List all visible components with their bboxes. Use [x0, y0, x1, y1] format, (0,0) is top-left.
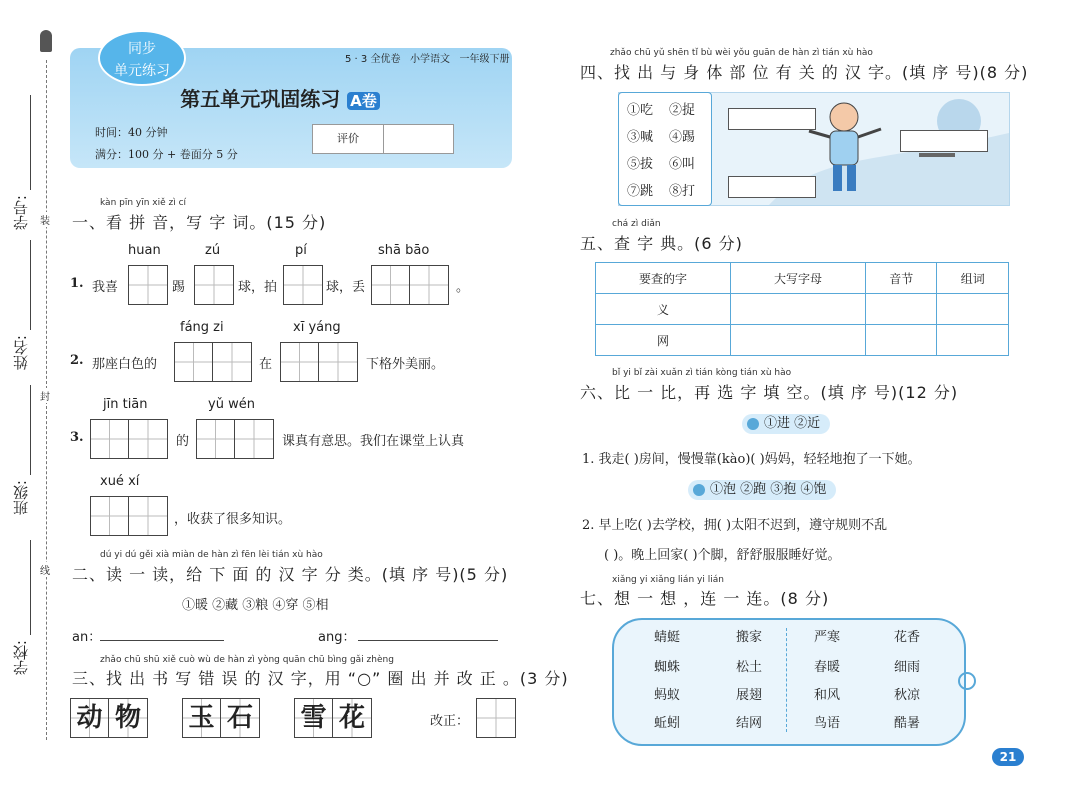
dict-row-2-syllable[interactable] [866, 325, 937, 356]
q1-grid-2[interactable] [194, 265, 234, 305]
s4-answer-box-1[interactable] [728, 108, 816, 130]
s2-pinyin: dú yi dú gěi xià miàn de hàn zì fēn lèi tián xù hào [100, 550, 323, 560]
q2-py-1: fáng zi [180, 320, 224, 335]
s5-heading: 五、查 字 典。(6 分) [580, 234, 743, 253]
s2-heading: 二、读 一 读，给 下 面 的 汉 字 分 类。(填 序 号)(5 分) [72, 565, 509, 584]
q3-py-2: yǔ wén [208, 397, 255, 412]
title-text: 第五单元巩固练习 [180, 87, 341, 111]
s7-c2-2[interactable]: 松土 [736, 660, 763, 675]
q3-text-3: ，收获了很多知识。 [174, 512, 292, 527]
q1-text-2: 踢 [172, 280, 186, 295]
s5-pinyin: chá zì diǎn [612, 219, 661, 229]
s3-word-2[interactable] [182, 698, 260, 738]
q1-py-1: huan [128, 243, 161, 258]
ribbon-icon [958, 672, 976, 690]
s3-word-1-char-1[interactable]: 动 [71, 699, 109, 737]
name-label: 姓名: [12, 335, 30, 371]
dict-row-1-letter[interactable] [731, 294, 866, 325]
dictionary-table [595, 262, 1009, 356]
page-title [150, 83, 410, 112]
s7-c3-2[interactable]: 春暖 [814, 660, 841, 675]
s3-word-2-char-2[interactable]: 石 [221, 699, 259, 737]
badge-line-1: 同步 [128, 41, 156, 57]
q1-grid-3[interactable] [283, 265, 323, 305]
badge-line-2: 单元练习 [114, 63, 170, 79]
q1-text-5: 。 [456, 280, 470, 295]
s4-opt-5: ⑤拔 [627, 157, 654, 172]
q2-number: 2. [70, 353, 84, 368]
subject-name: 小学语文 [410, 54, 450, 65]
q2-text-2: 在 [259, 357, 273, 372]
matching-divider [786, 628, 787, 732]
q1-grid-1[interactable] [128, 265, 168, 305]
s7-c1-1[interactable]: 蜻蜓 [654, 630, 681, 645]
s7-c4-4[interactable]: 酷暑 [894, 716, 921, 731]
class-label: 班级: [12, 480, 30, 516]
school-line [30, 540, 31, 635]
q1-py-4: shā bāo [378, 243, 430, 258]
s6-options-1 [742, 414, 830, 434]
q1-number: 1. [70, 276, 84, 291]
s7-c4-2[interactable]: 细雨 [894, 660, 921, 675]
s6-q2a: 2. 早上吃( )去学校，拥( )太阳不迟到，遵守规则不乱 [582, 518, 888, 533]
time-info: 时间：40 分钟 [95, 126, 168, 139]
s2-an-line[interactable] [100, 640, 224, 641]
q1-grid-4[interactable] [371, 265, 449, 305]
s7-c3-3[interactable]: 和风 [814, 688, 841, 703]
s3-word-3[interactable] [294, 698, 372, 738]
s6-options-1-text: ①进 ②近 [764, 416, 821, 431]
s4-answer-box-3[interactable] [728, 176, 816, 198]
evaluation-label: 评价 [313, 125, 384, 153]
dict-header-word: 组词 [937, 263, 1009, 294]
student-id-line [30, 95, 31, 190]
s7-c2-3[interactable]: 展翅 [736, 688, 763, 703]
q2-text-1: 那座白色的 [92, 357, 158, 372]
dict-row-1-word[interactable] [937, 294, 1009, 325]
s2-options: ①暖 ②藏 ③粮 ④穿 ⑤相 [182, 598, 329, 613]
q2-grid-2[interactable] [280, 342, 358, 382]
s7-c3-4[interactable]: 鸟语 [814, 716, 841, 731]
dict-row-2-letter[interactable] [731, 325, 866, 356]
q3-py-1: jīn tiān [103, 397, 148, 412]
s3-word-3-char-2[interactable]: 花 [333, 699, 371, 737]
page-number: 21 [992, 748, 1024, 766]
s7-c1-2[interactable]: 蜘蛛 [654, 660, 681, 675]
q1-text-3: 球，拍 [238, 280, 278, 295]
series-line [345, 50, 510, 65]
s3-word-3-char-1[interactable]: 雪 [295, 699, 333, 737]
binding-char-3: 线 [40, 562, 50, 577]
s4-opt-3: ③喊 [627, 130, 654, 145]
s6-q1: 1. 我走( )房间，慢慢靠(kào)( )妈妈，轻轻地抱了一下她。 [582, 452, 921, 467]
school-label: 学校: [12, 640, 30, 676]
s2-ang-line[interactable] [358, 640, 498, 641]
class-line [30, 385, 31, 475]
q3-text-1: 的 [176, 434, 190, 449]
q3-number: 3. [70, 430, 84, 445]
s4-opt-4: ④踢 [669, 130, 696, 145]
s3-word-1-char-2[interactable]: 物 [109, 699, 147, 737]
bubble-icon [747, 418, 759, 430]
s4-opt-1: ①吃 [627, 103, 654, 118]
q3-grid-3[interactable] [90, 496, 168, 536]
s3-word-2-char-1[interactable]: 玉 [183, 699, 221, 737]
s1-heading: 一、看 拼 音，写 字 词。(15 分) [72, 213, 327, 232]
name-line [30, 240, 31, 330]
s3-fix-label: 改正： [430, 714, 470, 729]
s6-options-2-text: ①泡 ②跑 ③抱 ④饱 [710, 482, 827, 497]
binding-char-2: 封 [40, 388, 50, 403]
title-tag: A卷 [347, 92, 380, 110]
q3-grid-1[interactable] [90, 419, 168, 459]
q3-grid-2[interactable] [196, 419, 274, 459]
s7-c1-4[interactable]: 蚯蚓 [654, 716, 681, 731]
dict-row-1-syllable[interactable] [866, 294, 937, 325]
dict-row-2-word[interactable] [937, 325, 1009, 356]
score-info: 满分：100 分 + 卷面分 5 分 [95, 148, 238, 161]
grade-name: 一年级下册 [459, 54, 510, 65]
s6-pinyin: bǐ yi bǐ zài xuǎn zì tián kòng tián xù hào [612, 368, 792, 378]
s7-c1-3[interactable]: 蚂蚁 [654, 688, 681, 703]
evaluation-box [312, 124, 454, 154]
q1-py-2: zú [205, 243, 221, 258]
q3-py-3: xué xí [100, 474, 140, 489]
q1-text-1: 我喜 [92, 280, 119, 295]
s6-options-2 [688, 480, 836, 500]
dict-row-1-char: 义 [596, 294, 731, 325]
q3-text-2: 课真有意思。我们在课堂上认真 [282, 434, 465, 449]
q2-py-2: xī yáng [293, 320, 341, 335]
s7-c2-1[interactable]: 搬家 [736, 630, 763, 645]
s2-ang-label: ang： [318, 630, 356, 645]
s2-an-label: an： [72, 630, 102, 645]
bubble-icon [693, 484, 705, 496]
s7-c4-3[interactable]: 秋凉 [894, 688, 921, 703]
s3-word-1[interactable] [70, 698, 148, 738]
s7-c4-1[interactable]: 花香 [894, 630, 921, 645]
s1-pinyin: kàn pīn yīn xiě zì cí [100, 198, 187, 208]
s3-fix-grid[interactable] [476, 698, 516, 738]
q2-text-3: 下格外美丽。 [366, 357, 445, 372]
s7-pinyin: xiǎng yi xiǎng lián yi lián [612, 575, 724, 585]
q2-grid-1[interactable] [174, 342, 252, 382]
s4-heading: 四、找 出 与 身 体 部 位 有 关 的 汉 字。(填 序 号)(8 分) [580, 63, 1029, 82]
s4-opt-2: ②捉 [669, 103, 696, 118]
q1-text-4: 球，丢 [326, 280, 366, 295]
dict-header-letter: 大写字母 [731, 263, 866, 294]
s4-pinyin: zhǎo chū yǔ shēn tǐ bù wèi yǒu guān de hàn zì tián xù hào [610, 48, 873, 58]
s4-opt-8: ⑧打 [669, 184, 696, 199]
binding-char-1: 装 [40, 212, 50, 227]
s6-heading: 六、比 一 比，再 选 字 填 空。(填 序 号)(12 分) [580, 383, 959, 402]
s3-pinyin: zhǎo chū shū xiě cuò wù de hàn zì yòng quān chū bìng gǎi zhèng [100, 655, 394, 665]
s4-opt-7: ⑦跳 [627, 184, 654, 199]
rocket-icon [40, 30, 52, 52]
series-name: 5 · 3 全优卷 [345, 54, 401, 65]
dict-header-char: 要查的字 [596, 263, 731, 294]
dict-row-2-char: 网 [596, 325, 731, 356]
s7-heading: 七、想 一 想 ，连 一 连。(8 分) [580, 589, 830, 608]
dict-header-syllable: 音节 [866, 263, 937, 294]
s3-heading: 三、找 出 书 写 错 误 的 汉 字，用 “○” 圈 出 并 改 正 。(3 分) [72, 669, 569, 688]
s4-opt-6: ⑥叫 [669, 157, 696, 172]
s4-options-box [618, 92, 712, 206]
q1-py-3: pí [295, 243, 307, 258]
student-id-label: 学号: [12, 195, 30, 231]
s6-q2b: ( )。晚上回家( )个脚，舒舒服服睡好觉。 [604, 548, 841, 563]
unit-badge [98, 30, 186, 86]
s7-c2-4[interactable]: 结网 [736, 716, 763, 731]
s4-answer-box-2[interactable] [900, 130, 988, 152]
s7-c3-1[interactable]: 严寒 [814, 630, 841, 645]
